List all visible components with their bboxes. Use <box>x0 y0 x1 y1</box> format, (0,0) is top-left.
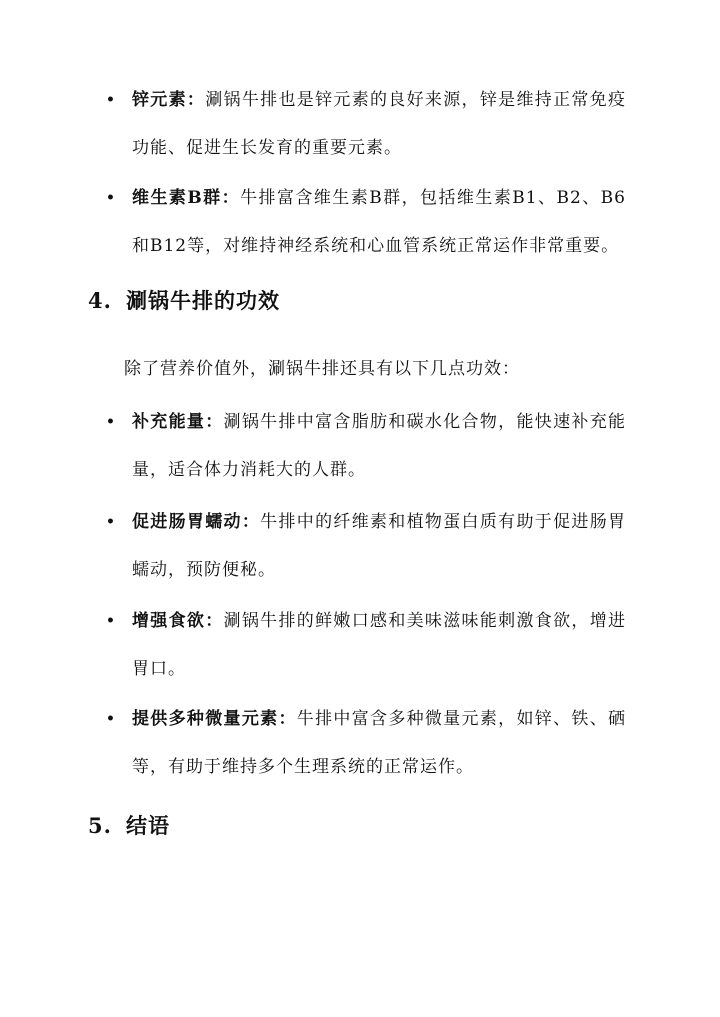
list-item-digestion <box>106 498 626 594</box>
list-item-energy <box>106 398 626 494</box>
section-heading-5 <box>88 811 170 841</box>
section-number: 5. <box>88 813 112 838</box>
list-item-term: 锌元素： <box>132 90 206 110</box>
bullet-icon: • <box>106 92 116 108</box>
list-item-trace-elements <box>106 695 626 791</box>
bullet-icon: • <box>106 613 116 629</box>
list-item-text: 牛排中的纤维素和植物蛋白质有助于促进肠胃蠕动，预防便秘。 <box>132 512 627 580</box>
list-item-appetite <box>106 597 626 693</box>
bullet-icon: • <box>106 414 116 430</box>
bullet-icon: • <box>106 514 116 530</box>
list-item-text: 牛排中富含多种微量元素，如锌、铁、硒等，有助于维持多个生理系统的正常运作。 <box>132 709 627 777</box>
list-item-zinc <box>106 76 626 172</box>
list-item-term: 增强食欲： <box>132 611 224 631</box>
list-item-text: 牛排富含维生素B群，包括维生素B1、B2、B6和B12等，对维持神经系统和心血管系统正常运作非常重要。 <box>132 188 626 256</box>
list-item-text: 涮锅牛排中富含脂肪和碳水化合物，能快速补充能量，适合体力消耗大的人群。 <box>132 412 627 480</box>
list-item-term: 提供多种微量元素： <box>132 709 297 729</box>
section-title: 结语 <box>126 813 170 838</box>
list-item-vitamin-b <box>106 174 626 270</box>
section-heading-4 <box>88 286 280 316</box>
section-intro: 除了营养价值外，涮锅牛排还具有以下几点功效： <box>124 359 520 379</box>
list-item-text: 涮锅牛排的鲜嫩口感和美味滋味能刺激食欲，增进胃口。 <box>132 611 627 679</box>
list-item-term: 促进肠胃蠕动： <box>132 512 261 532</box>
list-item-term: 补充能量： <box>132 412 224 432</box>
bullet-icon: • <box>106 190 116 206</box>
section-number: 4. <box>88 288 112 313</box>
list-item-term: 维生素B群： <box>132 188 241 208</box>
section-title: 涮锅牛排的功效 <box>126 288 280 313</box>
bullet-icon: • <box>106 711 116 727</box>
list-item-text: 涮锅牛排也是锌元素的良好来源，锌是维持正常免疫功能、促进生长发育的重要元素。 <box>132 90 627 158</box>
